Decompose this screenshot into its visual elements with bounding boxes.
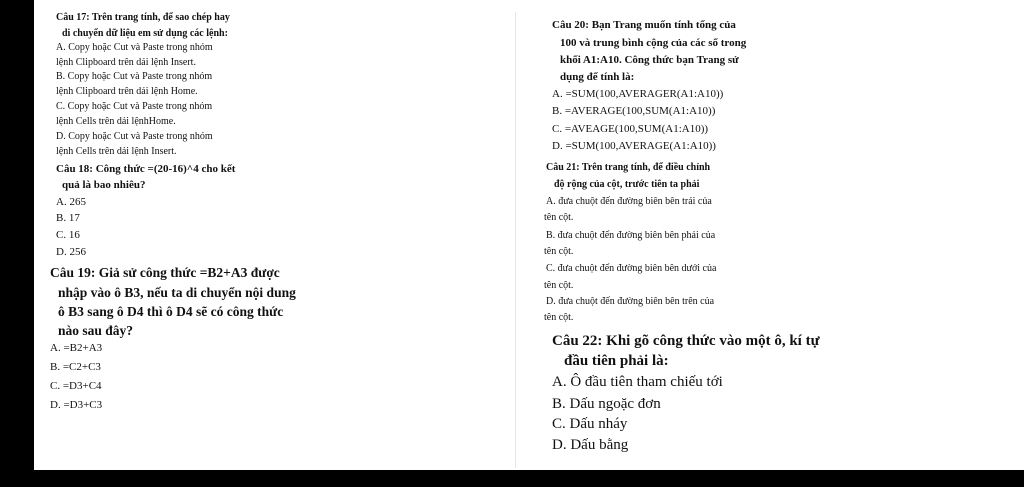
q17-option-d-line-1: D. Copy hoặc Cut và Paste trong nhóm bbox=[56, 131, 213, 142]
q22-option-c: C. Dấu nháy bbox=[552, 416, 628, 432]
q18-title-line-1: Câu 18: Công thức =(20-16)^4 cho kết bbox=[56, 163, 236, 175]
q18-option-c: C. 16 bbox=[56, 229, 80, 241]
q17-title-line-2: di chuyển dữ liệu em sử dụng các lệnh: bbox=[62, 28, 228, 39]
q20-title-line-1: Câu 20: Bạn Trang muốn tính tổng của bbox=[552, 19, 736, 31]
q21-title-line-1: Câu 21: Trên trang tính, để điều chỉnh bbox=[546, 162, 711, 173]
q19-option-b: B. =C2+C3 bbox=[50, 361, 101, 373]
q17-title-line-1: Câu 17: Trên trang tính, để sao chép hay bbox=[56, 12, 230, 23]
q20-title-line-3: khối A1:A10. Công thức bạn Trang sử bbox=[560, 54, 739, 66]
q17-option-d-line-2: lệnh Cells trên dải lệnh Insert. bbox=[56, 146, 177, 157]
q21-option-c-line-1: C. đưa chuột đến đường biên bên dưới của bbox=[546, 263, 717, 274]
q21-option-d-line-2: tên cột. bbox=[544, 312, 574, 323]
q21-title-line-2: độ rộng của cột, trước tiên ta phải bbox=[554, 179, 700, 190]
q19-title-line-3: ô B3 sang ô D4 thì ô D4 sẽ có công thức bbox=[58, 304, 284, 319]
q20-title-line-4: dụng để tính là: bbox=[560, 71, 635, 83]
column-divider bbox=[515, 12, 516, 468]
q21-option-b-line-1: B. đưa chuột đến đường biên bên phải của bbox=[546, 230, 716, 241]
q19-title-line-4: nào sau đây? bbox=[58, 323, 134, 338]
q17-option-c-line-1: C. Copy hoặc Cut và Paste trong nhóm bbox=[56, 101, 213, 112]
q20-option-c: C. =AVEAGE(100,SUM(A1:A10)) bbox=[552, 123, 709, 135]
q19-title-line-1: Câu 19: Giả sử công thức =B2+A3 được bbox=[50, 265, 280, 280]
q19-option-c: C. =D3+C4 bbox=[50, 380, 102, 392]
q17-option-b-line-2: lệnh Clipboard trên dải lệnh Home. bbox=[56, 86, 198, 97]
q18-option-b: B. 17 bbox=[56, 212, 80, 224]
q19-option-d: D. =D3+C3 bbox=[50, 399, 103, 411]
q17-option-c-line-2: lệnh Cells trên dải lệnhHome. bbox=[56, 116, 176, 127]
q21-option-c-line-2: tên cột. bbox=[544, 280, 574, 291]
q21-option-b-line-2: tên cột. bbox=[544, 246, 574, 257]
q22-option-d: D. Dấu bằng bbox=[552, 437, 629, 453]
q22-option-a: A. Ô đầu tiên tham chiếu tới bbox=[552, 374, 723, 390]
q20-option-b: B. =AVERAGE(100,SUM(A1:A10)) bbox=[552, 105, 716, 117]
q17-option-a-line-1: A. Copy hoặc Cut và Paste trong nhóm bbox=[56, 42, 213, 53]
q21-option-a-line-2: tên cột. bbox=[544, 212, 574, 223]
q22-title-line-2: đầu tiên phải là: bbox=[564, 353, 669, 369]
q17-option-b-line-1: B. Copy hoặc Cut và Paste trong nhóm bbox=[56, 71, 213, 82]
q18-option-a: A. 265 bbox=[56, 196, 86, 208]
q21-option-a-line-1: A. đưa chuột đến đường biên bên trái của bbox=[546, 196, 712, 207]
q19-title-line-2: nhập vào ô B3, nếu ta di chuyển nội dung bbox=[58, 285, 296, 300]
q19-option-a: A. =B2+A3 bbox=[50, 342, 103, 354]
q22-title-line-1: Câu 22: Khi gõ công thức vào một ô, kí tự bbox=[552, 333, 820, 349]
q22-option-b: B. Dấu ngoặc đơn bbox=[552, 396, 661, 412]
q18-option-d: D. 256 bbox=[56, 246, 86, 258]
document-page bbox=[34, 0, 1024, 470]
q20-option-a: A. =SUM(100,AVERAGER(A1:A10)) bbox=[552, 88, 724, 100]
q20-option-d: D. =SUM(100,AVERAGE(A1:A10)) bbox=[552, 140, 716, 152]
q21-option-d-line-1: D. đưa chuột đến đường biên bên trên của bbox=[546, 296, 715, 307]
q17-option-a-line-2: lệnh Clipboard trên dải lệnh Insert. bbox=[56, 57, 196, 68]
q18-title-line-2: quả là bao nhiêu? bbox=[62, 179, 146, 191]
q20-title-line-2: 100 và trung bình cộng của các số trong bbox=[560, 37, 747, 49]
